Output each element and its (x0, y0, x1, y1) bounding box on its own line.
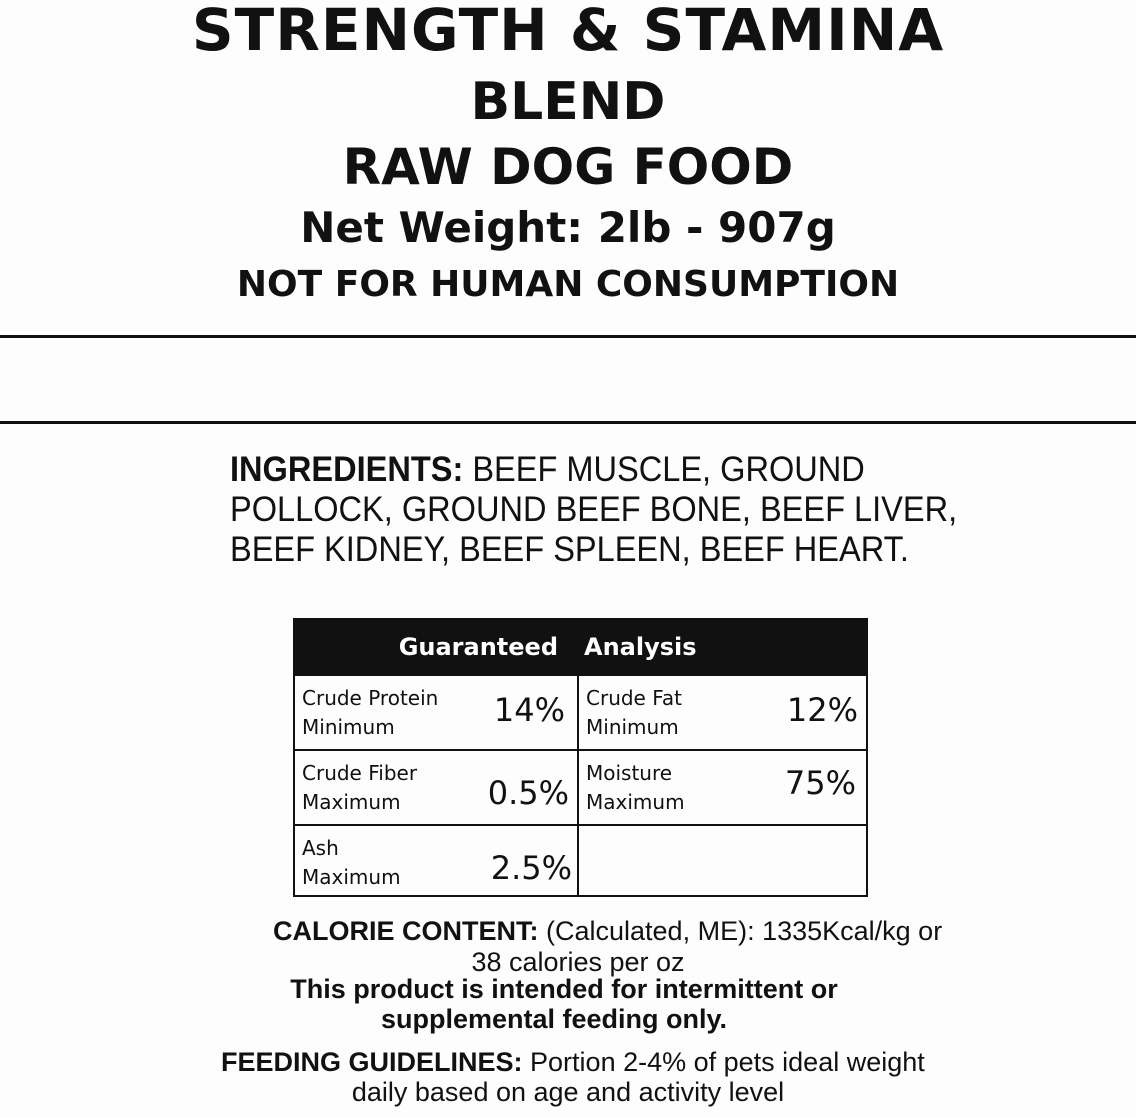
guaranteed-analysis-table (293, 618, 868, 897)
table-cell (295, 676, 579, 751)
feeding-guidelines (221, 1047, 925, 1077)
nutrient-value: 75% (784, 764, 856, 802)
table-cell (579, 751, 866, 826)
nutrient-value: 2.5% (490, 849, 572, 887)
calorie-label: CALORIE CONTENT: (273, 916, 539, 946)
ingredients-block (230, 450, 958, 570)
ingredients-line: BEEF MUSCLE, GROUND (463, 450, 865, 489)
table-cell-empty (579, 826, 866, 897)
nutrient-value: 0.5% (487, 774, 569, 812)
table-cell (295, 751, 579, 826)
product-title: STRENGTH & STAMINA (191, 0, 945, 64)
nutrient-qualifier: Maximum (302, 790, 401, 814)
ingredients-line: POLLOCK, GROUND BEEF BONE, BEEF LIVER, (230, 490, 958, 529)
ingredients-label: INGREDIENTS: (230, 450, 464, 489)
consumption-warning: NOT FOR HUMAN CONSUMPTION (236, 264, 900, 305)
product-type: RAW DOG FOOD (342, 138, 794, 196)
feeding-notice-line2: supplemental feeding only. (380, 1004, 728, 1034)
table-header-left: Guaranteed (398, 633, 558, 661)
nutrient-value: 12% (786, 691, 858, 729)
divider-bottom (0, 421, 1136, 424)
feeding-text: Portion 2-4% of pets ideal weight (522, 1047, 925, 1077)
feeding-label: FEEDING GUIDELINES: (221, 1047, 523, 1077)
nutrient-qualifier: Maximum (586, 790, 685, 814)
nutrient-name: Moisture (586, 761, 673, 785)
nutrient-qualifier: Minimum (586, 715, 679, 739)
ingredients-line: BEEF KIDNEY, BEEF SPLEEN, BEEF HEART. (230, 530, 909, 569)
table-cell (295, 826, 579, 897)
nutrient-name: Ash (302, 836, 339, 860)
product-subtitle: BLEND (470, 72, 666, 132)
net-weight: Net Weight: 2lb - 907g (300, 203, 836, 252)
calorie-text-line2: 38 calories per oz (471, 947, 685, 977)
nutrient-qualifier: Minimum (302, 715, 395, 739)
feeding-notice: This product is intended for intermittent or (290, 974, 838, 1004)
nutrient-value: 14% (493, 691, 565, 729)
table-header-right: Analysis (584, 633, 697, 661)
calorie-content (273, 916, 942, 946)
feeding-text-line2: daily based on age and activity level (351, 1077, 785, 1107)
nutrient-name: Crude Fat (586, 686, 682, 710)
calorie-text: (Calculated, ME): 1335Kcal/kg or (538, 916, 943, 946)
divider-top (0, 335, 1136, 338)
nutrient-name: Crude Fiber (302, 761, 418, 785)
nutrient-name: Crude Protein (302, 686, 439, 710)
table-cell (579, 676, 866, 751)
nutrient-qualifier: Maximum (302, 865, 401, 889)
table-header (295, 620, 866, 676)
